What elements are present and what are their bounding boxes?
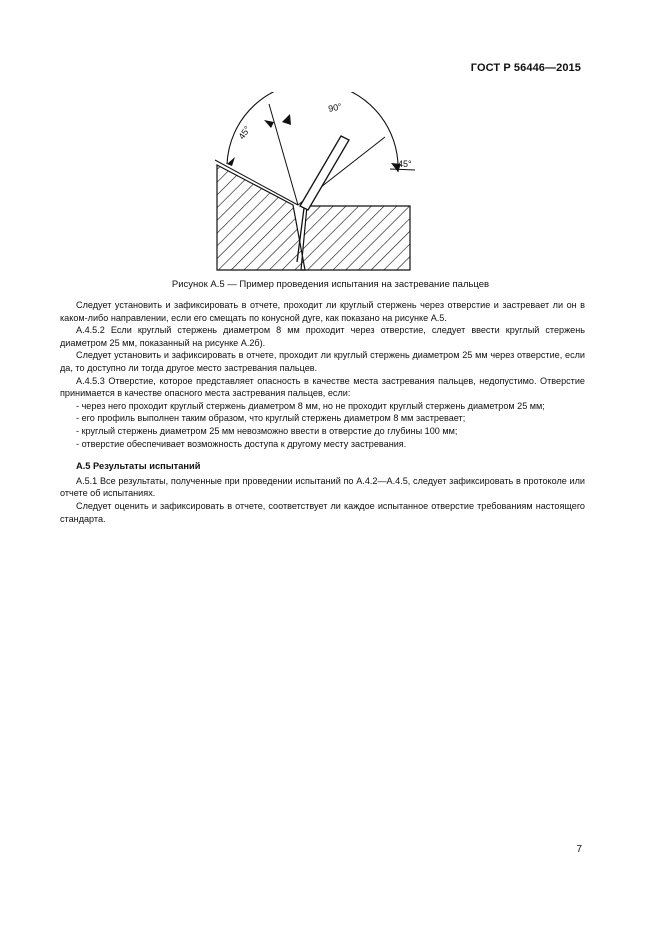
body-text — [60, 299, 585, 525]
figure-drawing — [205, 92, 425, 272]
arc-arrow-left — [227, 157, 235, 166]
list-item: - через него проходит круглый стержень диаметром 8 мм, но не проходит круглый стержень диаметром 25 мм; — [60, 400, 585, 413]
list-item: - его профиль выполнен таким образом, что круглый стержень диаметром 8 мм застревает; — [60, 412, 585, 425]
angle-label-45-left: 45° — [236, 124, 253, 142]
paragraph-1: Следует установить и зафиксировать в отчете, проходит ли круглый стержень через отверстие и застревает ли он в каком-либо направлении, если его смещать по конусной дуге, как показано на рисунке А.5. — [60, 300, 585, 323]
paragraph-3: Следует установить и зафиксировать в отчете, проходит ли круглый стержень диаметром 25 мм через отверстие, если да, то доступно ли тогда другое место застревания пальцев. — [60, 350, 585, 373]
list-item: - отверстие обеспечивает возможность доступа к другому месту застревания. — [60, 438, 585, 451]
angle-label-45-right: 45° — [398, 159, 412, 169]
left-hatched-block — [217, 165, 305, 270]
document-id: ГОСТ Р 56446—2015 — [470, 62, 581, 74]
arc-arrow-top — [264, 120, 274, 128]
right-dimension-leader — [390, 169, 415, 170]
section-heading: А.5 Результаты испытаний — [76, 461, 201, 472]
page-number: 7 — [576, 844, 582, 855]
cone-arc — [227, 92, 398, 172]
test-rod — [300, 136, 349, 210]
paragraph-a51: А.5.1 Все результаты, полученные при проведении испытаний по А.4.2—А.4.5, следует зафиксировать в протоколе или отчете об испытаниях. — [60, 475, 585, 499]
right-hatched-block — [301, 206, 410, 270]
arc-arrow-top-right — [282, 114, 291, 125]
vertical-ray-line — [269, 104, 298, 205]
finger-entrapment-test-figure — [205, 92, 425, 272]
paragraph-a453: А.4.5.3 Отверстие, которое представляет опасность в качестве места застревания пальцев, недопустимо. Отверстие принимается в качестве опасного места застревания пальцев, если: — [60, 375, 585, 399]
figure-caption: Рисунок А.5 — Пример проведения испытания на застревание пальцев — [171, 279, 490, 290]
paragraph-6: Следует оценить и зафиксировать в отчете, соответствует ли каждое испытанное отверстие требованиям настоящего стандарта. — [60, 500, 585, 524]
paragraph-a452: А.4.5.2 Если круглый стержень диаметром 8 мм проходит через отверстие, следует ввести круглый стержень диаметром 25 мм, показанный на рисунке А.2б). — [60, 325, 585, 348]
angle-label-90: 90° — [327, 101, 343, 114]
list-item: - круглый стержень диаметром 25 мм невозможно ввести в отверстие до глубины 100 мм; — [60, 425, 585, 438]
